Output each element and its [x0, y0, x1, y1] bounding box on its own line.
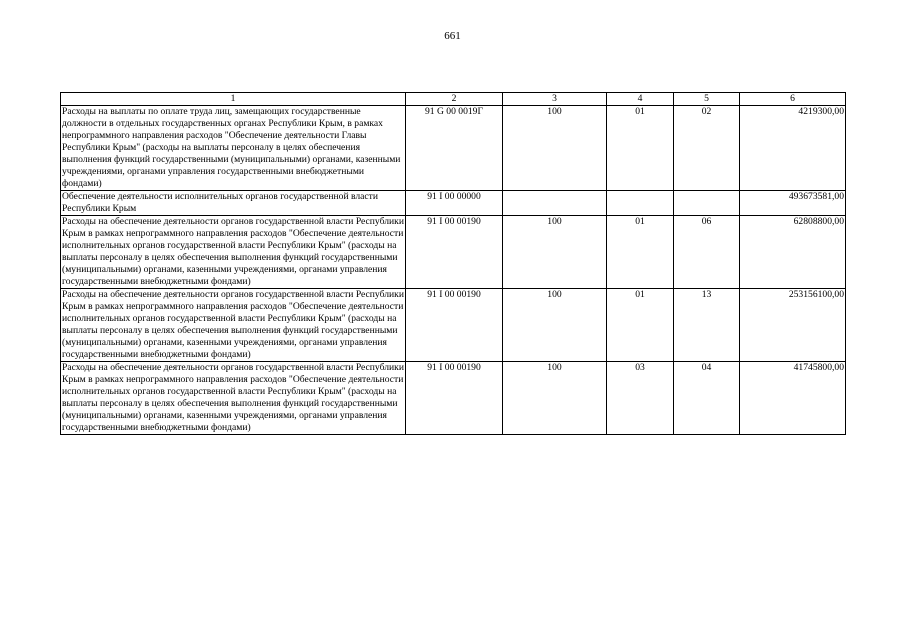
row-amount: 253156100,00	[740, 289, 846, 362]
header-col-4: 4	[607, 93, 674, 106]
header-col-5: 5	[674, 93, 740, 106]
table-row	[61, 106, 846, 191]
row-target-article: 91 I 00 00000	[406, 191, 503, 216]
row-expense-type: 100	[503, 362, 607, 435]
header-col-2: 2	[406, 93, 503, 106]
header-col-1: 1	[61, 93, 406, 106]
header-col-6: 6	[740, 93, 846, 106]
row-amount: 4219300,00	[740, 106, 846, 191]
row-description: Расходы на выплаты по оплате труда лиц, замещающих государственные должности в отдельных государственных органах Республики Крым, в рамках непрограммного направления расходов "Обеспечение деятельности Главы Республики Крым" (расходы на выплаты персоналу в целях обеспечения выполнения функций государственными (муниципальными) органами, казенными учреждениями, органами управления государственными внебюджетными фондами)	[61, 106, 406, 191]
row-section: 01	[607, 289, 674, 362]
row-section: 01	[607, 106, 674, 191]
table-header-row	[61, 93, 846, 106]
table-row	[61, 216, 846, 289]
header-col-3: 3	[503, 93, 607, 106]
row-description: Обеспечение деятельности исполнительных органов государственной власти Республики Крым	[61, 191, 406, 216]
row-section: 03	[607, 362, 674, 435]
row-subsection: 04	[674, 362, 740, 435]
row-description: Расходы на обеспечение деятельности органов государственной власти Республики Крым в рамках непрограммного направления расходов "Обеспечение деятельности исполнительных органов государственной власти Республики Крым" (расходы на выплаты персоналу в целях обеспечения выполнения функций государственными (муниципальными) органами, казенными учреждениями, органами управления государственными внебюджетными фондами)	[62, 289, 404, 360]
row-amount: 62808800,00	[740, 216, 846, 289]
row-subsection	[674, 191, 740, 216]
row-target-article: 91 I 00 00190	[406, 216, 503, 289]
table-row	[61, 289, 846, 362]
table-row	[61, 362, 846, 435]
row-target-article: 91 I 00 00190	[406, 289, 503, 362]
row-amount: 493673581,00	[740, 191, 846, 216]
row-expense-type: 100	[503, 216, 607, 289]
row-subsection: 13	[674, 289, 740, 362]
row-section	[607, 191, 674, 216]
row-subsection: 06	[674, 216, 740, 289]
row-target-article: 91 I 00 00190	[406, 362, 503, 435]
row-section: 01	[607, 216, 674, 289]
row-description: Расходы на обеспечение деятельности органов государственной власти Республики Крым в рамках непрограммного направления расходов "Обеспечение деятельности исполнительных органов государственной власти Республики Крым" (расходы на выплаты персоналу в целях обеспечения выполнения функций государственными (муниципальными) органами, казенными учреждениями, органами управления государственными внебюджетными фондами)	[62, 362, 404, 433]
row-expense-type: 100	[503, 106, 607, 191]
page-number: 661	[444, 30, 461, 42]
row-amount: 41745800,00	[740, 362, 846, 435]
row-subsection: 02	[674, 106, 740, 191]
row-description: Расходы на обеспечение деятельности органов государственной власти Республики Крым в рамках непрограммного направления расходов "Обеспечение деятельности исполнительных органов государственной власти Республики Крым" (расходы на выплаты персоналу в целях обеспечения выполнения функций государственными (муниципальными) органами, казенными учреждениями, органами управления государственными внебюджетными фондами)	[62, 216, 404, 287]
row-expense-type	[503, 191, 607, 216]
table-row	[61, 191, 846, 216]
row-expense-type: 100	[503, 289, 607, 362]
budget-table	[60, 92, 846, 435]
row-target-article: 91 G 00 0019Г	[406, 106, 503, 191]
